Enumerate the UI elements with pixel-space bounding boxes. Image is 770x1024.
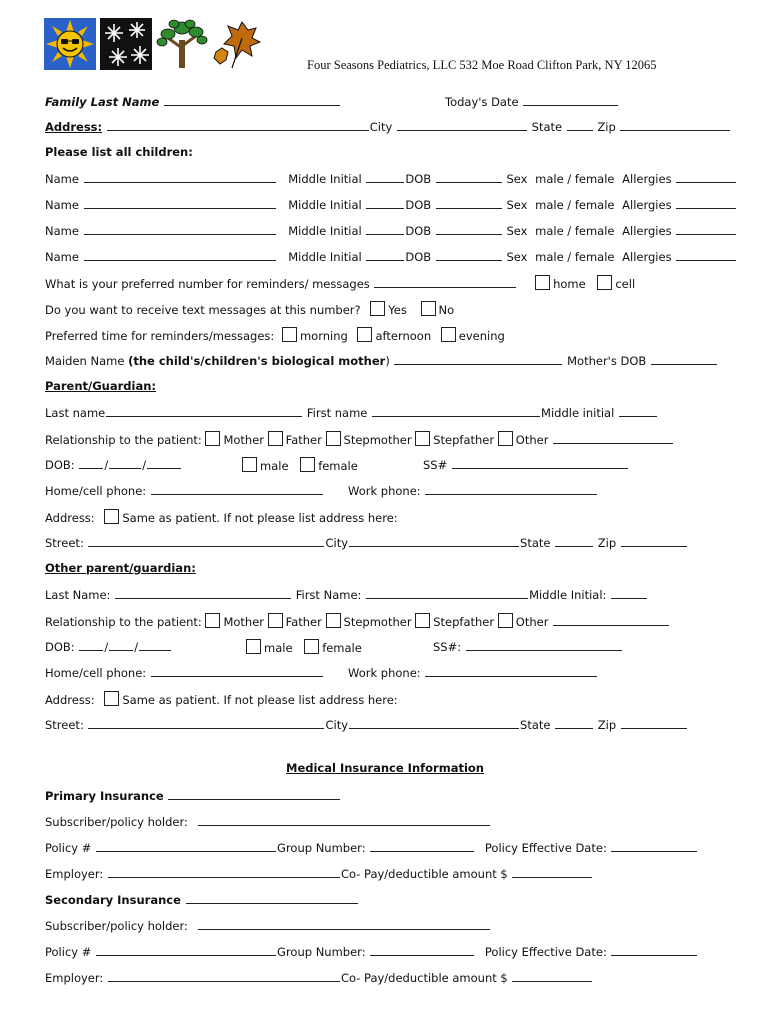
primary-employer-label: Employer: bbox=[45, 867, 104, 881]
child-middle-label: Middle Initial bbox=[288, 224, 362, 238]
maiden-name-paren: ) bbox=[385, 354, 390, 368]
other-parent-ss-label: SS#: bbox=[433, 640, 462, 654]
child-middle-field[interactable] bbox=[366, 249, 404, 261]
parent-city-label: City bbox=[325, 536, 349, 550]
child-middle-label: Middle Initial bbox=[288, 198, 362, 212]
primary-employer-row bbox=[45, 866, 593, 881]
parent-first-name-field[interactable] bbox=[372, 405, 540, 417]
parent-sex-options bbox=[242, 457, 358, 473]
parent-other-label: Other bbox=[515, 433, 549, 447]
text-messages-row bbox=[45, 301, 454, 317]
parent-work-phone-field[interactable] bbox=[425, 483, 597, 495]
primary-insurance-label: Primary Insurance bbox=[45, 789, 164, 803]
parent-last-name-field[interactable] bbox=[106, 405, 302, 417]
child-row bbox=[45, 249, 737, 264]
maiden-name-qualifier: (the child's/children's biological mother bbox=[128, 354, 386, 368]
parent-stepfather-checkbox[interactable] bbox=[415, 431, 430, 446]
children-heading: Please list all children: bbox=[45, 145, 193, 159]
primary-group-field[interactable] bbox=[370, 840, 474, 852]
child-row bbox=[45, 197, 737, 212]
other-parent-home-phone-label: Home/cell phone: bbox=[45, 666, 147, 680]
primary-employer-field[interactable] bbox=[108, 866, 340, 878]
other-parent-female-label: female bbox=[322, 641, 362, 655]
preferred-number-field[interactable] bbox=[374, 276, 516, 288]
other-parent-stepmother-checkbox[interactable] bbox=[326, 613, 341, 628]
other-parent-work-phone-label: Work phone: bbox=[348, 666, 421, 680]
other-parent-father-checkbox[interactable] bbox=[268, 613, 283, 628]
secondary-insurance-field[interactable] bbox=[186, 892, 358, 904]
mothers-dob-label: Mother's DOB bbox=[567, 354, 647, 368]
parent-same-address-checkbox[interactable] bbox=[104, 509, 119, 524]
child-sex-options[interactable]: male / female bbox=[535, 224, 615, 238]
other-parent-state-label: State bbox=[520, 718, 551, 732]
evening-label: evening bbox=[458, 329, 505, 343]
other-parent-heading: Other parent/guardian: bbox=[45, 561, 196, 575]
parent-male-checkbox[interactable] bbox=[242, 457, 257, 472]
child-dob-label: DOB bbox=[405, 172, 432, 186]
other-parent-female-checkbox[interactable] bbox=[304, 639, 319, 654]
no-checkbox[interactable] bbox=[421, 301, 436, 316]
other-parent-city-field[interactable] bbox=[349, 717, 519, 729]
parent-dob-month-field[interactable] bbox=[79, 457, 103, 469]
other-parent-father-label: Father bbox=[285, 615, 322, 629]
parent-same-address-label: Same as patient. If not please list address here: bbox=[122, 511, 398, 525]
address-row bbox=[45, 119, 731, 134]
primary-subscriber-row bbox=[45, 814, 491, 829]
home-label: home bbox=[553, 277, 586, 291]
parent-home-phone-field[interactable] bbox=[151, 483, 323, 495]
child-allergies-label: Allergies bbox=[622, 250, 672, 264]
parent-first-name-label: First name bbox=[306, 406, 368, 420]
afternoon-label: afternoon bbox=[375, 329, 432, 343]
other-parent-last-name-field[interactable] bbox=[115, 587, 291, 599]
primary-policy-field[interactable] bbox=[96, 840, 276, 852]
other-parent-sex-options bbox=[246, 639, 362, 655]
todays-date-label: Today's Date bbox=[445, 95, 519, 109]
cell-label: cell bbox=[615, 277, 636, 291]
other-parent-address-row bbox=[45, 691, 398, 707]
maiden-name-row bbox=[45, 353, 718, 368]
secondary-policy-row bbox=[45, 944, 698, 959]
parent-home-phone-label: Home/cell phone: bbox=[45, 484, 147, 498]
parent-other-field[interactable] bbox=[553, 432, 673, 444]
preferred-time-label: Preferred time for reminders/messages: bbox=[45, 329, 275, 343]
address-label: Address: bbox=[45, 120, 103, 134]
primary-insurance-field[interactable] bbox=[168, 788, 340, 800]
other-parent-work-phone-row bbox=[348, 665, 598, 680]
other-parent-dob-row bbox=[45, 639, 172, 654]
preferred-number-label: What is your preferred number for reminders/ messages bbox=[45, 277, 370, 291]
child-middle-field[interactable] bbox=[366, 171, 404, 183]
parent-guardian-heading: Parent/Guardian: bbox=[45, 379, 157, 393]
parent-stepmother-checkbox[interactable] bbox=[326, 431, 341, 446]
other-parent-home-phone-field[interactable] bbox=[151, 665, 323, 677]
secondary-insurance-row bbox=[45, 892, 359, 907]
parent-last-name-label: Last name bbox=[45, 406, 106, 420]
parent-ss-row bbox=[423, 457, 629, 472]
child-middle-field[interactable] bbox=[366, 223, 404, 235]
child-sex-options[interactable]: male / female bbox=[535, 250, 615, 264]
child-allergies-field[interactable] bbox=[676, 197, 736, 209]
secondary-copay-field[interactable] bbox=[512, 970, 592, 982]
secondary-subscriber-field[interactable] bbox=[198, 918, 490, 930]
primary-policy-label: Policy # bbox=[45, 841, 92, 855]
cell-checkbox[interactable] bbox=[597, 275, 612, 290]
tree-icon bbox=[156, 18, 208, 70]
parent-address-label: Address: bbox=[45, 511, 95, 525]
other-parent-same-address-label: Same as patient. If not please list address here: bbox=[122, 693, 398, 707]
morning-checkbox[interactable] bbox=[282, 327, 297, 342]
parent-male-label: male bbox=[260, 459, 289, 473]
parent-work-phone-row bbox=[348, 483, 598, 498]
secondary-policy-label: Policy # bbox=[45, 945, 92, 959]
address-field[interactable] bbox=[107, 119, 369, 131]
todays-date-field[interactable] bbox=[523, 94, 618, 106]
other-parent-first-name-field[interactable] bbox=[366, 587, 528, 599]
parent-relationship-label: Relationship to the patient: bbox=[45, 433, 202, 447]
other-parent-state-field[interactable] bbox=[555, 717, 593, 729]
other-parent-zip-field[interactable] bbox=[621, 717, 687, 729]
other-parent-mother-checkbox[interactable] bbox=[205, 613, 220, 628]
primary-group-label: Group Number: bbox=[277, 841, 366, 855]
primary-effective-label: Policy Effective Date: bbox=[484, 841, 607, 855]
family-last-name-field[interactable] bbox=[164, 94, 340, 106]
other-parent-dob-separator: / bbox=[134, 640, 139, 654]
other-parent-stepfather-label: Stepfather bbox=[433, 615, 495, 629]
city-label: City bbox=[369, 120, 393, 134]
secondary-effective-label: Policy Effective Date: bbox=[484, 945, 607, 959]
parent-state-field[interactable] bbox=[555, 535, 593, 547]
parent-dob-separator: / bbox=[104, 458, 109, 472]
other-parent-male-checkbox[interactable] bbox=[246, 639, 261, 654]
child-name-field[interactable] bbox=[84, 223, 276, 235]
other-parent-street-label: Street: bbox=[45, 718, 84, 732]
secondary-copay-label: Co- Pay/deductible amount $ bbox=[340, 971, 508, 985]
parent-work-phone-label: Work phone: bbox=[348, 484, 421, 498]
parent-dob-separator: / bbox=[142, 458, 147, 472]
text-messages-question: Do you want to receive text messages at this number? bbox=[45, 303, 361, 317]
other-parent-relationship-label: Relationship to the patient: bbox=[45, 615, 202, 629]
parent-address-row bbox=[45, 509, 398, 525]
other-parent-dob-label: DOB: bbox=[45, 640, 75, 654]
other-parent-male-label: male bbox=[264, 641, 293, 655]
other-parent-other-field[interactable] bbox=[553, 614, 669, 626]
parent-state-label: State bbox=[520, 536, 551, 550]
no-label: No bbox=[438, 303, 455, 317]
maiden-name-field[interactable] bbox=[394, 353, 562, 365]
child-middle-label: Middle Initial bbox=[288, 250, 362, 264]
other-parent-other-label: Other bbox=[515, 615, 549, 629]
child-allergies-field[interactable] bbox=[676, 249, 736, 261]
child-name-label: Name bbox=[45, 250, 79, 264]
secondary-employer-row bbox=[45, 970, 593, 985]
parent-street-field[interactable] bbox=[88, 535, 324, 547]
parent-zip-label: Zip bbox=[597, 536, 617, 550]
other-parent-dob-separator: / bbox=[104, 640, 109, 654]
parent-female-checkbox[interactable] bbox=[300, 457, 315, 472]
child-allergies-label: Allergies bbox=[622, 224, 672, 238]
parent-mother-label: Mother bbox=[223, 433, 264, 447]
primary-copay-label: Co- Pay/deductible amount $ bbox=[340, 867, 508, 881]
home-checkbox[interactable] bbox=[535, 275, 550, 290]
child-row bbox=[45, 223, 737, 238]
child-name-label: Name bbox=[45, 198, 79, 212]
primary-insurance-row bbox=[45, 788, 341, 803]
autumn-leaves-icon bbox=[212, 18, 264, 70]
child-name-label: Name bbox=[45, 172, 79, 186]
secondary-subscriber-row bbox=[45, 918, 491, 933]
other-parent-street-field[interactable] bbox=[88, 717, 324, 729]
child-sex-label: Sex bbox=[506, 224, 528, 238]
child-middle-field[interactable] bbox=[366, 197, 404, 209]
primary-subscriber-label: Subscriber/policy holder: bbox=[45, 815, 188, 829]
secondary-group-field[interactable] bbox=[370, 944, 474, 956]
parent-middle-initial-field[interactable] bbox=[619, 405, 657, 417]
child-sex-label: Sex bbox=[506, 250, 528, 264]
evening-checkbox[interactable] bbox=[441, 327, 456, 342]
child-sex-options[interactable]: male / female bbox=[535, 172, 615, 186]
secondary-subscriber-label: Subscriber/policy holder: bbox=[45, 919, 188, 933]
parent-name-row bbox=[45, 405, 658, 420]
other-parent-other-checkbox[interactable] bbox=[498, 613, 513, 628]
yes-label: Yes bbox=[388, 303, 407, 317]
other-parent-street-row bbox=[45, 717, 688, 732]
practice-header: Four Seasons Pediatrics, LLC 532 Moe Road Clifton Park, NY 12065 bbox=[307, 58, 657, 72]
other-parent-address-label: Address: bbox=[45, 693, 95, 707]
other-parent-dob-day-field[interactable] bbox=[109, 639, 133, 651]
other-parent-zip-label: Zip bbox=[597, 718, 617, 732]
parent-other-checkbox[interactable] bbox=[498, 431, 513, 446]
other-parent-ss-field[interactable] bbox=[466, 639, 622, 651]
parent-stepmother-label: Stepmother bbox=[343, 433, 412, 447]
parent-street-label: Street: bbox=[45, 536, 84, 550]
secondary-policy-field[interactable] bbox=[96, 944, 276, 956]
primary-policy-row bbox=[45, 840, 698, 855]
secondary-insurance-label: Secondary Insurance bbox=[45, 893, 181, 907]
snowflakes-icon bbox=[100, 18, 152, 70]
child-dob-field[interactable] bbox=[436, 249, 502, 261]
parent-father-checkbox[interactable] bbox=[268, 431, 283, 446]
parent-dob-day-field[interactable] bbox=[109, 457, 141, 469]
parent-zip-field[interactable] bbox=[621, 535, 687, 547]
family-last-name-row bbox=[45, 94, 341, 109]
primary-copay-field[interactable] bbox=[512, 866, 592, 878]
primary-subscriber-field[interactable] bbox=[198, 814, 490, 826]
other-parent-same-address-checkbox[interactable] bbox=[104, 691, 119, 706]
parent-street-row bbox=[45, 535, 688, 550]
other-parent-dob-month-field[interactable] bbox=[79, 639, 103, 651]
other-parent-relationship-row bbox=[45, 613, 670, 629]
other-parent-stepmother-label: Stepmother bbox=[343, 615, 412, 629]
other-parent-ss-row bbox=[433, 639, 623, 654]
child-middle-label: Middle Initial bbox=[288, 172, 362, 186]
other-parent-name-row bbox=[45, 587, 648, 602]
parent-female-label: female bbox=[318, 459, 358, 473]
morning-label: morning bbox=[299, 329, 348, 343]
child-sex-options[interactable]: male / female bbox=[535, 198, 615, 212]
todays-date-row bbox=[445, 94, 619, 109]
child-dob-label: DOB bbox=[405, 198, 432, 212]
other-parent-last-name-label: Last Name: bbox=[45, 588, 111, 602]
child-name-field[interactable] bbox=[84, 197, 276, 209]
parent-phone-row bbox=[45, 483, 324, 498]
secondary-effective-field[interactable] bbox=[611, 944, 697, 956]
child-allergies-field[interactable] bbox=[676, 171, 736, 183]
parent-ss-label: SS# bbox=[423, 458, 448, 472]
yes-checkbox[interactable] bbox=[370, 301, 385, 316]
parent-dob-label: DOB: bbox=[45, 458, 75, 472]
child-allergies-label: Allergies bbox=[622, 172, 672, 186]
practice-logo bbox=[44, 18, 264, 70]
other-parent-dob-year-field[interactable] bbox=[139, 639, 171, 651]
child-row bbox=[45, 171, 737, 186]
other-parent-stepfather-checkbox[interactable] bbox=[415, 613, 430, 628]
parent-ss-field[interactable] bbox=[452, 457, 628, 469]
other-parent-middle-initial-field[interactable] bbox=[611, 587, 647, 599]
insurance-heading: Medical Insurance Information bbox=[286, 761, 484, 775]
other-parent-mother-label: Mother bbox=[223, 615, 264, 629]
other-parent-first-name-label: First Name: bbox=[295, 588, 362, 602]
other-parent-city-label: City bbox=[325, 718, 349, 732]
child-allergies-field[interactable] bbox=[676, 223, 736, 235]
child-dob-field[interactable] bbox=[436, 223, 502, 235]
child-dob-label: DOB bbox=[405, 224, 432, 238]
secondary-employer-label: Employer: bbox=[45, 971, 104, 985]
child-dob-field[interactable] bbox=[436, 197, 502, 209]
parent-middle-initial-label: Middle initial bbox=[541, 406, 615, 420]
family-last-name-label: Family Last Name bbox=[45, 95, 160, 109]
mothers-dob-field[interactable] bbox=[651, 353, 717, 365]
secondary-employer-field[interactable] bbox=[108, 970, 340, 982]
other-parent-middle-initial-label: Middle Initial: bbox=[529, 588, 607, 602]
zip-field[interactable] bbox=[620, 119, 730, 131]
preferred-time-row bbox=[45, 327, 505, 343]
maiden-name-label: Maiden Name bbox=[45, 354, 129, 368]
parent-dob-row bbox=[45, 457, 182, 472]
zip-label: Zip bbox=[597, 120, 616, 134]
city-field[interactable] bbox=[397, 119, 527, 131]
parent-relationship-row bbox=[45, 431, 674, 447]
child-dob-field[interactable] bbox=[436, 171, 502, 183]
parent-stepfather-label: Stepfather bbox=[433, 433, 495, 447]
other-parent-phone-row bbox=[45, 665, 324, 680]
parent-father-label: Father bbox=[285, 433, 322, 447]
child-name-label: Name bbox=[45, 224, 79, 238]
state-field[interactable] bbox=[567, 119, 593, 131]
afternoon-checkbox[interactable] bbox=[357, 327, 372, 342]
child-allergies-label: Allergies bbox=[622, 198, 672, 212]
other-parent-work-phone-field[interactable] bbox=[425, 665, 597, 677]
state-label: State bbox=[531, 120, 563, 134]
parent-city-field[interactable] bbox=[349, 535, 519, 547]
sun-icon bbox=[44, 18, 96, 70]
child-dob-label: DOB bbox=[405, 250, 432, 264]
parent-dob-year-field[interactable] bbox=[147, 457, 181, 469]
child-name-field[interactable] bbox=[84, 171, 276, 183]
child-sex-label: Sex bbox=[506, 198, 528, 212]
secondary-group-label: Group Number: bbox=[277, 945, 366, 959]
preferred-number-row bbox=[45, 275, 635, 291]
child-name-field[interactable] bbox=[84, 249, 276, 261]
primary-effective-field[interactable] bbox=[611, 840, 697, 852]
child-sex-label: Sex bbox=[506, 172, 528, 186]
parent-mother-checkbox[interactable] bbox=[205, 431, 220, 446]
